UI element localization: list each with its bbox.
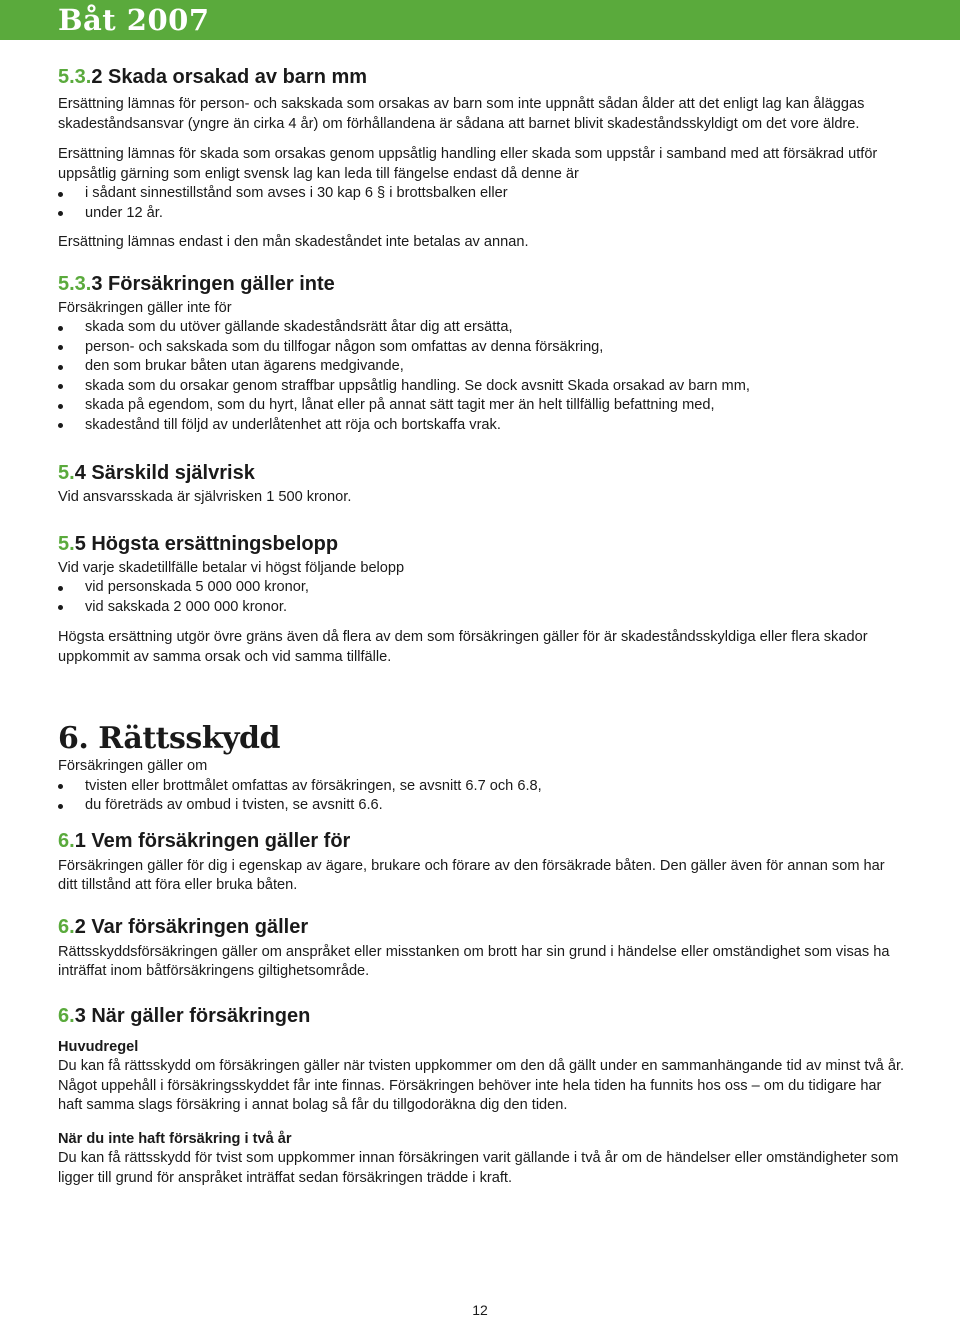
heading-text: 2 Var försäkringen gäller (74, 915, 309, 938)
section-5-3-2 (58, 64, 908, 253)
list-item: i sådant sinnestillstånd som avses i 30 kap 6 § i brottsbalken eller (58, 184, 908, 204)
heading-6-1 (58, 828, 908, 854)
heading-number: 5. (58, 462, 75, 484)
document-title: Båt 2007 (58, 3, 210, 37)
heading-number: 5.3. (58, 66, 92, 88)
section-6-3 (58, 1003, 908, 1189)
section-6-1 (58, 828, 908, 896)
heading-6-2 (58, 914, 908, 940)
paragraph: Ersättning lämnas endast i den mån skadeståndet inte betalas av annan. (58, 234, 529, 250)
list-item: den som brukar båten utan ägarens medgivande, (58, 357, 908, 377)
heading-number: 5. (58, 532, 75, 555)
heading-5-4 (58, 460, 908, 486)
list-item: person- och sakskada som du tillfogar någon som omfattas av denna försäkring, (58, 338, 908, 358)
paragraph: Vid ansvarsskada är självrisken 1 500 kronor. (58, 489, 352, 505)
bullet-list (58, 184, 908, 223)
list-item: skadestånd till följd av underlåtenhet att röja och bortskaffa vrak. (58, 416, 908, 436)
paragraph: Ersättning lämnas för person- och sakskada som orsakas av barn som inte uppnått sådan ålder att det enligt lag kan åläggas skadeståndsansvar (yngre än cirka 4 år) om förhållandena är sådana att barnet blivit skadeståndsskyldigt om det vore äldre. (58, 96, 865, 132)
paragraph: Ersättning lämnas för skada som orsakas genom uppsåtlig handling eller skada som uppstår i samband med att försäkrad utför uppsåtlig gärning som enligt svensk lag kan leda till fängelse endast då denne är (58, 146, 878, 182)
heading-text: 3 Försäkringen gäller inte (91, 272, 335, 295)
list-item: tvisten eller brottmålet omfattas av försäkringen, se avsnitt 6.7 och 6.8, (58, 777, 908, 797)
heading-number: 6. (58, 829, 75, 852)
section-5-4 (58, 460, 908, 508)
section-5-5 (58, 531, 908, 668)
list-item: under 12 år. (58, 204, 908, 224)
paragraph: Högsta ersättning utgör övre gräns även då flera av dem som försäkringen gäller för är skadeståndsskyldiga eller flera skador uppkommit av samma orsak och vid samma tillfälle. (58, 629, 868, 665)
header-bar (0, 0, 960, 40)
list-item: vid sakskada 2 000 000 kronor. (58, 598, 908, 618)
list-item: vid personskada 5 000 000 kronor, (58, 578, 908, 598)
paragraph: Försäkringen gäller inte för (58, 299, 232, 316)
list-item: skada på egendom, som du hyrt, lånat eller på annat sätt tagit mer än helt tillfällig befattning med, (58, 396, 908, 416)
heading-5-3-2 (58, 64, 908, 90)
bullet-list (58, 578, 908, 617)
paragraph: Du kan få rättsskydd för tvist som uppkommer innan försäkringen varit gällande i två år om de händelser eller omständigheter som ligger till grund för anspråket inträffat sedan försäkringen trädde i kraft. (58, 1150, 899, 1186)
heading-5-5 (58, 531, 908, 557)
heading-text: 1 Vem försäkringen gäller för (74, 829, 351, 852)
paragraph: Du kan få rättsskydd om försäkringen gäller när tvisten uppkommer om den då gällt under en sammanhängande tid av minst två år. Något uppehåll i försäkringsskyddet får inte finnas. Försäkringen behöver inte hela tiden ha funnits hos oss – om du tidigare har haft samma slags försäkring i annat bolag så får du tillgodoräkna dig den tiden. (58, 1058, 905, 1113)
paragraph: Vid varje skadetillfälle betalar vi högst följande belopp (58, 559, 405, 576)
bullet-list (58, 777, 908, 816)
list-item: skada som du orsakar genom straffbar uppsåtlig handling. Se dock avsnitt Skada orsakad av barn mm, (58, 377, 908, 397)
page-number: 12 (472, 1302, 488, 1318)
heading-text: 2 Skada orsakad av barn mm (91, 66, 368, 88)
paragraph: Rättsskyddsförsäkringen gäller om anspråket eller misstanken om brott har sin grund i händelse eller omständighet som visas ha inträffat inom båtförsäkringens giltighetsområde. (58, 943, 890, 979)
heading-number: 6. (58, 1004, 75, 1027)
paragraph: Försäkringen gäller för dig i egenskap av ägare, brukare och förare av den försäkrade båten. Den gäller även för annan som har ditt tillstånd att föra eller bruka båten. (58, 857, 885, 893)
heading-number: 5.3. (58, 272, 92, 295)
section-5-3-3 (58, 271, 908, 436)
heading-text: 5 Högsta ersättningsbelopp (74, 532, 339, 555)
subheading: När du inte haft försäkring i två år (58, 1130, 292, 1147)
section-6 (58, 721, 908, 816)
heading-text: 3 När gäller försäkringen (74, 1004, 311, 1027)
subheading: Huvudregel (58, 1038, 139, 1055)
list-item: du företräds av ombud i tvisten, se avsnitt 6.6. (58, 796, 908, 816)
paragraph: Försäkringen gäller om (58, 758, 208, 774)
bullet-list (58, 318, 908, 435)
chapter-heading-6: 6. Rättsskydd (58, 721, 280, 756)
document-body (58, 64, 908, 1188)
heading-6-3 (58, 1003, 908, 1029)
heading-number: 6. (58, 915, 75, 938)
list-item: skada som du utöver gällande skadeståndsrätt åtar dig att ersätta, (58, 318, 908, 338)
section-6-2 (58, 914, 908, 982)
heading-5-3-3 (58, 271, 908, 297)
heading-text: 4 Särskild självrisk (74, 462, 255, 484)
